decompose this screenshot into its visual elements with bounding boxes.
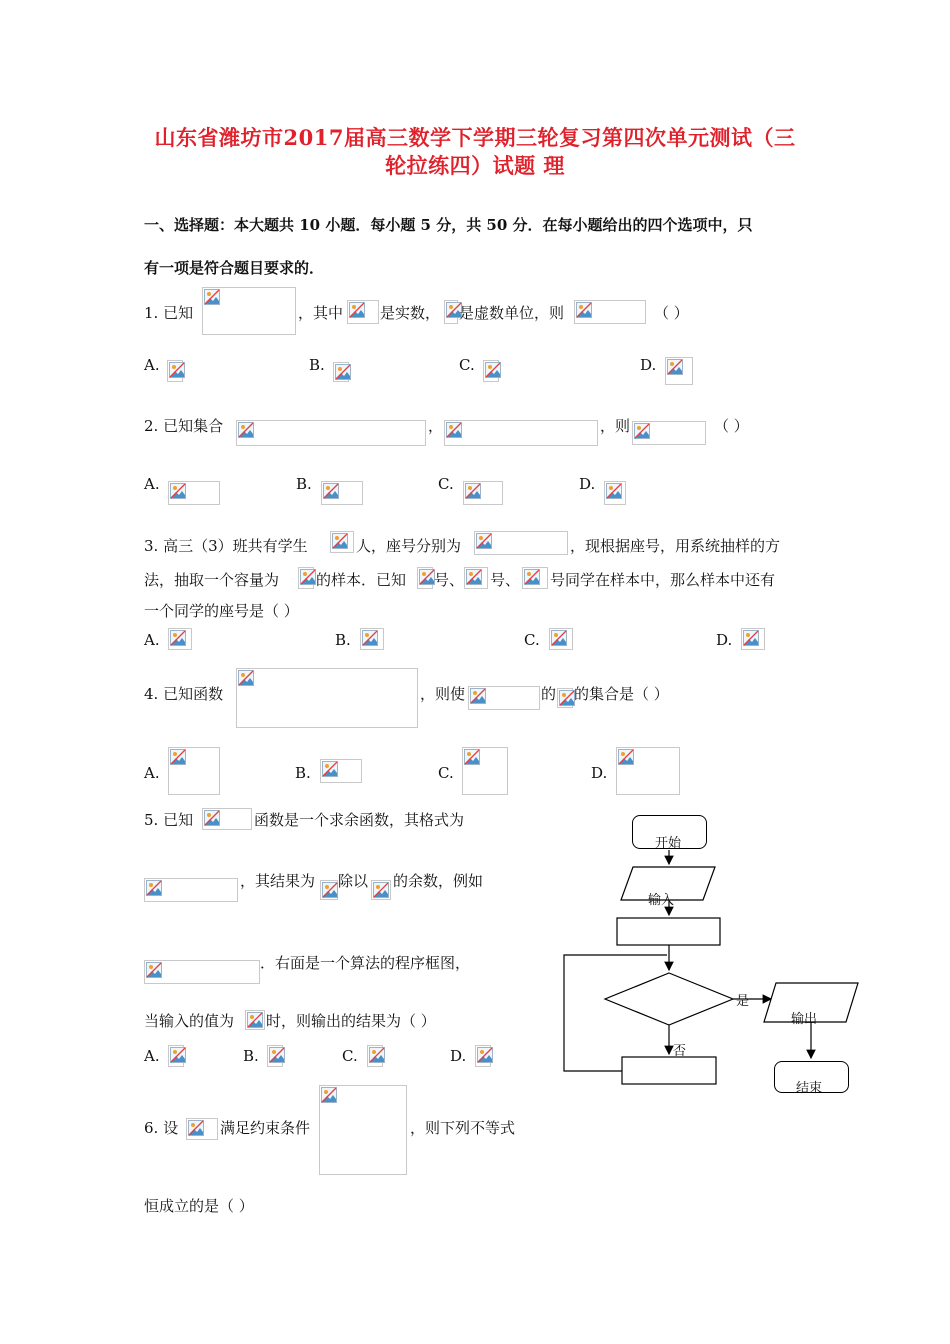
end-label: 结束 xyxy=(796,1081,823,1096)
yes-label: 是 xyxy=(736,994,750,1009)
q1-text-1: 1. 已知 xyxy=(144,304,194,322)
q5-option-b: B. xyxy=(243,1047,259,1065)
page-title-line2: 轮拉练四）试题 理 xyxy=(385,153,565,178)
q5-option-a: A. xyxy=(144,1047,160,1065)
q2-text-2: ， xyxy=(428,417,444,435)
q4-option-a: A. xyxy=(144,764,160,782)
page-title-line1: 山东省潍坊市2017届高三数学下学期三轮复习第四次单元测试（三 xyxy=(154,125,796,150)
q5-text-6: ．右面是一个算法的程序框图， xyxy=(260,954,471,972)
q5-text-4: 除以 xyxy=(338,872,369,890)
q6-text-2: 满足约束条件 xyxy=(220,1119,311,1137)
q1-option-a: A. xyxy=(144,356,160,374)
q1-text-4: 是虚数单位，则 xyxy=(459,304,565,322)
q2-option-c: C. xyxy=(438,475,454,493)
q3-text-5: 的样本．已知 xyxy=(316,571,407,589)
q3-option-c: C. xyxy=(524,631,540,649)
q6-text-3: ，则下列不等式 xyxy=(410,1119,516,1137)
q1-text-2: ，其中 xyxy=(298,304,344,322)
section-heading-line1: 一、选择题：本大题共 10 小题．每小题 5 分，共 50 分．在每小题给出的四个选项中，只 xyxy=(144,216,753,234)
q5-text-2: 函数是一个求余函数，其格式为 xyxy=(254,811,465,829)
q5-text-7: 当输入的值为 xyxy=(144,1012,235,1030)
q3-text-7: 号、 xyxy=(490,571,521,589)
q2-option-d: D. xyxy=(579,475,596,493)
q3-text-1: 3. 高三（3）班共有学生 xyxy=(144,537,308,555)
q5-text-8: 时，则输出的结果为（ ） xyxy=(266,1012,436,1030)
q1-option-d: D. xyxy=(640,356,657,374)
q5-text-1: 5. 已知 xyxy=(144,811,194,829)
q1-option-c: C. xyxy=(459,356,475,374)
q3-option-a: A. xyxy=(144,631,160,649)
q5-text-5: 的余数，例如 xyxy=(393,872,484,890)
q4-text-4: 的集合是（ ） xyxy=(574,685,669,703)
q6-text-4: 恒成立的是（ ） xyxy=(144,1197,254,1215)
decision-diamond xyxy=(605,973,733,1025)
q5-option-d: D. xyxy=(450,1047,467,1065)
section-heading-line2: 有一项是符合题目要求的． xyxy=(144,259,325,277)
q4-text-1: 4. 已知函数 xyxy=(144,685,224,703)
q2-option-a: A. xyxy=(144,475,160,493)
q4-option-b: B. xyxy=(295,764,311,782)
q3-text-2: 人，座号分别为 xyxy=(356,537,462,555)
q3-text-3: ，现根据座号，用系统抽样的方 xyxy=(570,537,781,555)
input-label: 输入 xyxy=(648,893,675,908)
q3-text-8: 号同学在样本中，那么样本中还有 xyxy=(550,571,776,589)
q4-text-3: 的 xyxy=(541,685,557,703)
q1-text-3: 是实数， xyxy=(380,304,441,322)
output-label: 输出 xyxy=(791,1012,818,1027)
q2-text-4: （ ） xyxy=(714,417,749,435)
q4-option-c: C. xyxy=(438,764,454,782)
process-box xyxy=(617,918,720,945)
q5-option-c: C. xyxy=(342,1047,358,1065)
q3-text-4: 法，抽取一个容量为 xyxy=(144,571,280,589)
q5-text-3: ，其结果为 xyxy=(240,872,316,890)
q3-option-d: D. xyxy=(716,631,733,649)
q3-text-9: 一个同学的座号是（ ） xyxy=(144,602,299,620)
q2-text-1: 2. 已知集合 xyxy=(144,417,224,435)
start-label: 开始 xyxy=(655,836,682,851)
q3-text-6: 号、 xyxy=(434,571,465,589)
q6-text-1: 6. 设 xyxy=(144,1119,179,1137)
q1-text-5: （ ） xyxy=(654,304,689,322)
q4-option-d: D. xyxy=(591,764,608,782)
q2-text-3: ，则 xyxy=(600,417,631,435)
q2-option-b: B. xyxy=(296,475,312,493)
q3-option-b: B. xyxy=(335,631,351,649)
q1-option-b: B. xyxy=(309,356,325,374)
process-box-bottom xyxy=(622,1057,716,1084)
no-label: 否 xyxy=(673,1044,687,1059)
q4-text-2: ，则使 xyxy=(420,685,466,703)
